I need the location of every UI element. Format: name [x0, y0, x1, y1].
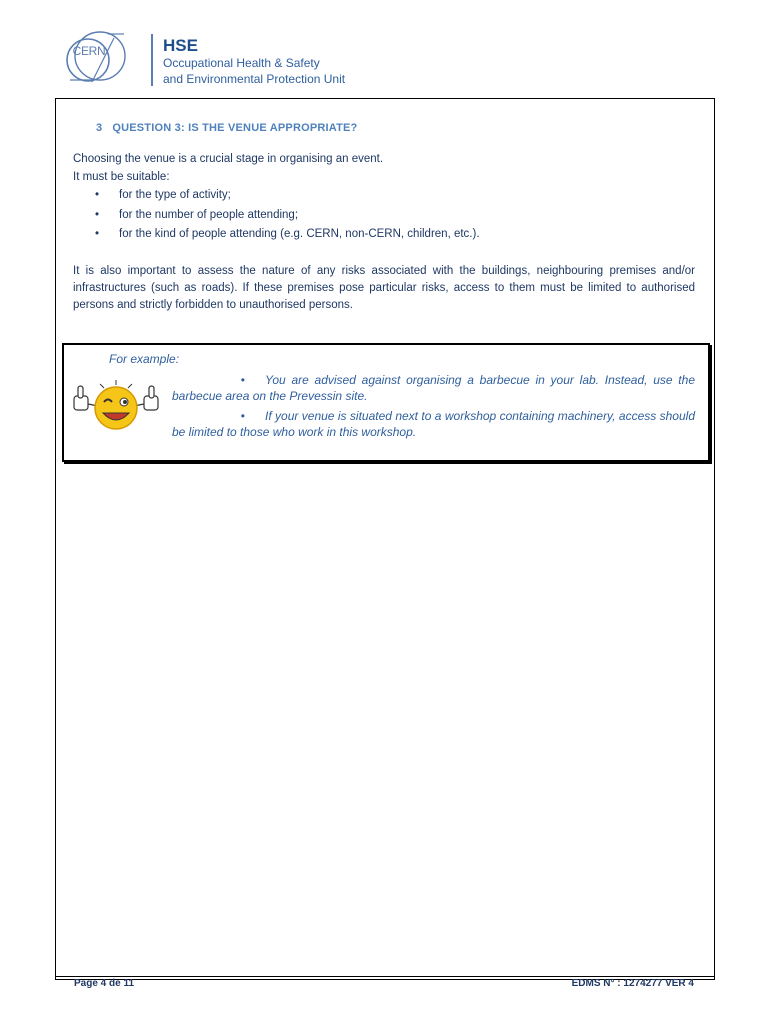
intro-line-1: Choosing the venue is a crucial stage in organising an event.	[73, 153, 384, 165]
section-number: 3	[96, 122, 103, 134]
list-item: • for the type of activity;	[73, 186, 480, 206]
intro-line-2: It must be suitable:	[73, 171, 170, 183]
list-item: • for the number of people attending;	[73, 206, 480, 226]
example-item: • You are advised against organising a barbecue in your lab. Instead, use the barbecue area on the Prevessin site.	[172, 373, 695, 403]
section-heading	[96, 122, 357, 134]
footer-divider	[55, 976, 715, 977]
hse-title: HSE	[163, 36, 198, 55]
hse-subtitle-line2: and Environmental Protection Unit	[163, 72, 346, 86]
edms-reference: EDMS N° : 1274277 VER 4	[571, 978, 694, 989]
winking-smiley-thumbs-up-icon	[70, 374, 162, 436]
page-number: Page 4 de 11	[74, 978, 135, 989]
section-title: QUESTION 3: IS THE VENUE APPROPRIATE?	[112, 122, 358, 134]
example-item-text: If your venue is situated next to a workshop containing machinery, access should be limited to those who work in this workshop.	[172, 409, 695, 439]
hse-subtitle-line1: Occupational Health & Safety	[163, 56, 320, 70]
suitability-list	[73, 186, 480, 245]
example-item: • If your venue is situated next to a workshop containing machinery, access should be limited to those who work in this workshop.	[172, 409, 695, 439]
cern-logo-text: CERN	[72, 44, 106, 58]
example-label: For example:	[109, 352, 180, 366]
header-divider	[151, 34, 153, 86]
example-item-text: You are advised against organising a barbecue in your lab. Instead, use the barbecue area on the Prevessin site.	[172, 373, 695, 403]
risk-paragraph: It is also important to assess the nature of any risks associated with the buildings, neighbouring premises and/or infrastructures (such as roads). If these premises pose particular risks, access to them must be limited to authorised persons and strictly forbidden to unauthorised persons.	[73, 265, 695, 311]
list-item: • for the kind of people attending (e.g. CERN, non-CERN, children, etc.).	[73, 225, 480, 245]
cern-logo	[64, 30, 130, 86]
